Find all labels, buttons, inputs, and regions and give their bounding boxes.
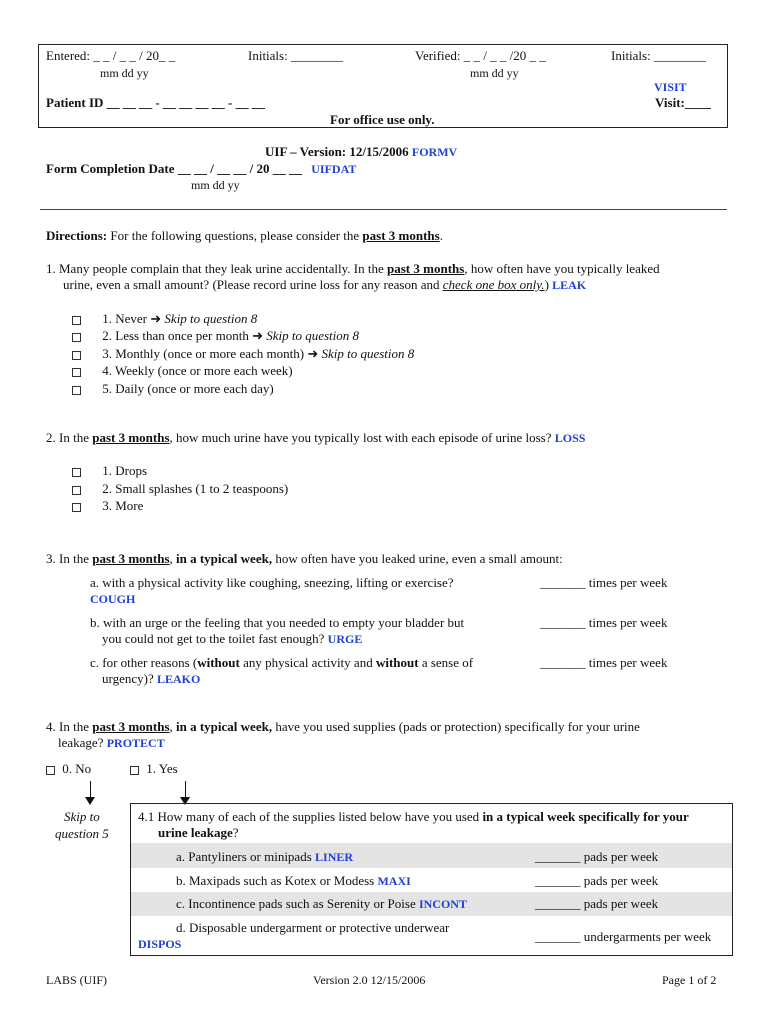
version-text: UIF – Version: 12/15/2006	[265, 144, 409, 159]
office-use-note: For office use only.	[330, 112, 435, 127]
q4-text-d: leakage?	[58, 735, 104, 750]
q4-option-no-label: 0. No	[62, 761, 92, 776]
q3b-text-1: b. with an urge or the feeling that you needed to empty your bladder but	[90, 615, 465, 630]
q4-line1	[46, 719, 640, 735]
q1-text-d: )	[544, 277, 549, 292]
q41-row-a-answer[interactable]: _______ pads per week	[535, 849, 659, 864]
entered-initials-field[interactable]: Initials: ________	[248, 48, 343, 63]
directions-text: For the following questions, please consider the	[110, 228, 360, 243]
completion-date-code: UIFDAT	[311, 162, 357, 176]
q3c-line2	[102, 671, 200, 687]
footer-center: Version 2.0 12/15/2006	[313, 973, 426, 987]
q2-option-2	[72, 481, 288, 497]
q4-bold: in a typical week,	[176, 719, 273, 734]
skip-note-line1: Skip to	[64, 809, 100, 824]
q41-row-b-code: MAXI	[377, 874, 411, 888]
skip-note-line2: question 5	[55, 826, 109, 841]
arrow-down-icon-yes-shaft	[185, 781, 186, 798]
q3c-line1	[90, 655, 473, 671]
q3-line	[46, 551, 563, 567]
q1-option-2	[72, 328, 359, 344]
q41-row-b	[176, 873, 411, 889]
q2-text-a: 2. In the	[46, 430, 89, 445]
q3-text-c: how often have you leaked urine, even a small amount:	[275, 551, 563, 566]
q3a-answer[interactable]: _______ times per week	[540, 575, 668, 590]
q3b-line2	[102, 631, 362, 647]
q1-option-5	[72, 381, 274, 397]
q1-checkbox-1[interactable]	[72, 316, 81, 325]
q1-skip-note: Skip to question 8	[266, 328, 360, 343]
q1-emph: past 3 months	[387, 261, 465, 276]
q41-row-a-label: a. Pantyliners or minipads	[176, 849, 312, 864]
q41-end: ?	[232, 825, 239, 840]
q3c-text-c: a sense of	[421, 655, 474, 670]
completion-date-hint: mm dd yy	[191, 178, 240, 192]
q41-line2	[158, 825, 239, 841]
q1-text-c: urine, even a small amount? (Please record urine loss for any reason and	[63, 277, 440, 292]
q1-option-label: 5. Daily (once or more each day)	[102, 381, 274, 396]
q3-text-b: ,	[169, 551, 173, 566]
header-divider	[40, 209, 727, 210]
completion-date-field[interactable]: Form Completion Date __ __ / __ __ / 20 __ __	[46, 161, 303, 176]
visit-field[interactable]: Visit:____	[655, 95, 711, 110]
patient-id-field[interactable]: Patient ID __ __ __ - __ __ __ __ - __ __	[46, 95, 265, 110]
q3a-text: a. with a physical activity like coughing, sneezing, lifting or exercise?	[90, 575, 454, 590]
q1-text-a: 1. Many people complain that they leak urine accidentally. In the	[46, 261, 384, 276]
footer-left: LABS (UIF)	[46, 973, 108, 987]
q4-emph: past 3 months	[92, 719, 170, 734]
arrow-right-icon: ➜	[150, 311, 162, 326]
verified-date-hint: mm dd yy	[470, 66, 519, 80]
version-code: FORMV	[411, 145, 458, 159]
q2-text-b: , how much urine have you typically lost with each episode of urine loss?	[169, 430, 552, 445]
q41-row-b-answer[interactable]: _______ pads per week	[535, 873, 659, 888]
q4-checkbox-yes[interactable]	[130, 766, 139, 775]
q1-code: LEAK	[552, 278, 587, 292]
footer-page-number: Page 1 of 2	[662, 973, 717, 987]
q1-checkbox-4[interactable]	[72, 368, 81, 377]
q41-row-a	[176, 849, 353, 865]
q41-text-a: 4.1 How many of each of the supplies listed below have you used	[138, 809, 480, 824]
q2-option-label: 1. Drops	[102, 463, 148, 478]
q41-row-b-label: b. Maxipads such as Kotex or Modess	[176, 873, 375, 888]
directions-end: .	[439, 228, 443, 243]
q41-row-c-answer[interactable]: _______ pads per week	[535, 896, 659, 911]
q4-text-c: have you used supplies (pads or protection) specifically for your urine	[275, 719, 640, 734]
q1-option-label: 4. Weekly (once or more each week)	[102, 363, 293, 378]
q1-option-label: 3. Monthly (once or more each month)	[102, 346, 305, 361]
q41-row-c-code: INCONT	[418, 897, 467, 911]
q3c-text-b: any physical activity and	[243, 655, 373, 670]
arrow-right-icon: ➜	[252, 328, 263, 343]
q41-row-d-answer[interactable]: _______ undergarments per week	[535, 929, 712, 944]
arrow-right-icon: ➜	[307, 346, 319, 361]
q1-checkbox-5[interactable]	[72, 386, 81, 395]
q41-row-d-label: d. Disposable undergarment or protective underwear	[176, 920, 450, 935]
entered-date-field[interactable]: Entered: _ _ / _ _ / 20_ _	[46, 48, 176, 63]
q2-option-label: 2. Small splashes (1 to 2 teaspoons)	[102, 481, 289, 496]
q41-bold-2: urine leakage	[158, 825, 233, 840]
q2-checkbox-2[interactable]	[72, 486, 81, 495]
q4-code: PROTECT	[106, 736, 165, 750]
verified-initials-field[interactable]: Initials: ________	[611, 48, 706, 63]
q1-option-3	[72, 346, 414, 362]
q2-option-3	[72, 498, 143, 514]
q4-text-a: 4. In the	[46, 719, 89, 734]
q3c-bold-2: without	[375, 655, 419, 670]
q1-option-4	[72, 363, 293, 379]
directions-label: Directions:	[46, 228, 108, 243]
q1-option-label: 1. Never	[102, 311, 148, 326]
q3-text-a: 3. In the	[46, 551, 89, 566]
directions	[46, 228, 443, 244]
q3c-answer[interactable]: _______ times per week	[540, 655, 668, 670]
arrow-down-icon	[85, 797, 95, 805]
q1-option-1	[72, 311, 257, 327]
q4-option-no	[46, 761, 91, 777]
q1-skip-note: Skip to question 8	[321, 346, 415, 361]
q41-line1	[138, 809, 689, 825]
visit-code: VISIT	[654, 80, 687, 94]
q4-line2	[58, 735, 165, 751]
q3c-bold-1: without	[197, 655, 240, 670]
q2-code: LOSS	[554, 431, 586, 445]
completion-date-line	[46, 161, 356, 177]
q2-option-label: 3. More	[102, 498, 144, 513]
q3-emph: past 3 months	[92, 551, 170, 566]
q1-line1	[46, 261, 660, 277]
version-line	[265, 144, 457, 160]
q1-instruction: check one box only.	[442, 277, 545, 292]
q1-text-b: , how often have you typically leaked	[464, 261, 660, 276]
q3b-answer[interactable]: _______ times per week	[540, 615, 668, 630]
q4-option-yes-label: 1. Yes	[146, 761, 178, 776]
entered-date-hint: mm dd yy	[100, 66, 149, 80]
q3b-code: URGE	[327, 632, 363, 646]
q41-row-c-label: c. Incontinence pads such as Serenity or Poise	[176, 896, 416, 911]
q41-row-a-code: LINER	[315, 850, 354, 864]
q41-row-c	[176, 896, 467, 912]
q3c-code: LEAKO	[156, 672, 201, 686]
q2-option-1	[72, 463, 147, 479]
q3c-text-d: urgency)?	[102, 671, 154, 686]
q2-emph: past 3 months	[92, 430, 170, 445]
q41-row-d-code: DISPOS	[138, 937, 182, 951]
q4-checkbox-no[interactable]	[46, 766, 55, 775]
arrow-down-icon-no-shaft	[90, 781, 91, 798]
q3a-code: COUGH	[90, 592, 136, 606]
q2-checkbox-3[interactable]	[72, 503, 81, 512]
q1-option-label: 2. Less than once per month	[102, 328, 249, 343]
q3-bold: in a typical week,	[176, 551, 273, 566]
q3b-text-2: you could not get to the toilet fast enough?	[102, 631, 325, 646]
q1-skip-note: Skip to question 8	[164, 311, 258, 326]
q1-line2	[63, 277, 586, 293]
q41-bold: in a typical week specifically for your	[482, 809, 689, 824]
q3c-text-a: c. for other reasons (	[90, 655, 198, 670]
q2-checkbox-1[interactable]	[72, 468, 81, 477]
q1-checkbox-3[interactable]	[72, 351, 81, 360]
q1-checkbox-2[interactable]	[72, 333, 81, 342]
q4-text-b: ,	[169, 719, 173, 734]
verified-date-field[interactable]: Verified: _ _ / _ _ /20 _ _	[415, 48, 546, 63]
q2-line	[46, 430, 585, 446]
directions-emph: past 3 months	[362, 228, 440, 243]
q4-option-yes	[130, 761, 178, 777]
